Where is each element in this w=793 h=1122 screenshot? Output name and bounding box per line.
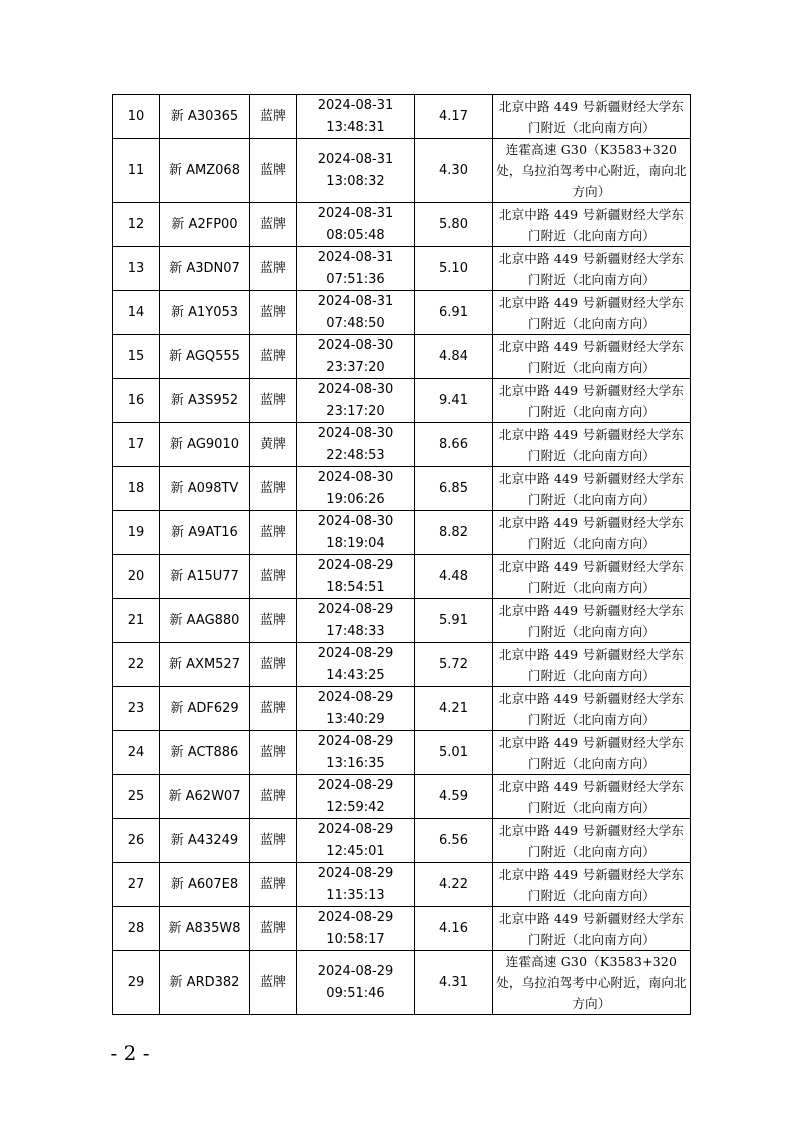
- date-text: 2024-08-29: [317, 602, 394, 617]
- plate-color-cell: 蓝牌: [250, 247, 297, 291]
- location-cell: 北京中路 449 号新疆财经大学东门附近（北向南方向）: [493, 203, 691, 247]
- datetime-cell: [297, 555, 415, 599]
- row-number-cell: 21: [113, 599, 160, 643]
- row-number-cell: 10: [113, 95, 160, 139]
- time-text: 09:51:46: [326, 985, 385, 1001]
- row-number-cell: 22: [113, 643, 160, 687]
- records-body: [113, 95, 691, 1015]
- table-row: [113, 731, 691, 775]
- datetime-cell: [297, 335, 415, 379]
- plate-color-cell: 蓝牌: [250, 951, 297, 1015]
- date-text: 2024-08-31: [317, 250, 394, 265]
- plate-number-cell: 新 A098TV: [160, 467, 250, 511]
- row-number-cell: 25: [113, 775, 160, 819]
- row-number-cell: 17: [113, 423, 160, 467]
- location-cell: 北京中路 449 号新疆财经大学东门附近（北向南方向）: [493, 819, 691, 863]
- plate-number-cell: 新 ACT886: [160, 731, 250, 775]
- time-text: 07:48:50: [326, 315, 385, 331]
- time-text: 23:17:20: [326, 403, 385, 419]
- date-text: 2024-08-31: [317, 294, 394, 309]
- plate-color-cell: 蓝牌: [250, 335, 297, 379]
- plate-color-cell: 蓝牌: [250, 291, 297, 335]
- date-text: 2024-08-30: [317, 426, 394, 441]
- table-row: [113, 863, 691, 907]
- plate-color-cell: 蓝牌: [250, 599, 297, 643]
- plate-color-cell: 蓝牌: [250, 863, 297, 907]
- plate-number-cell: 新 AXM527: [160, 643, 250, 687]
- date-text: 2024-08-29: [317, 822, 394, 837]
- time-text: 22:48:53: [326, 447, 385, 463]
- time-text: 18:54:51: [326, 579, 385, 595]
- datetime-cell: [297, 95, 415, 139]
- value-cell: 5.80: [415, 203, 493, 247]
- value-cell: 4.30: [415, 139, 493, 203]
- value-cell: 4.22: [415, 863, 493, 907]
- date-text: 2024-08-29: [317, 910, 394, 925]
- time-text: 13:48:31: [326, 119, 385, 135]
- datetime-cell: [297, 687, 415, 731]
- plate-number-cell: 新 A43249: [160, 819, 250, 863]
- plate-number-cell: 新 AG9010: [160, 423, 250, 467]
- datetime-cell: [297, 511, 415, 555]
- location-cell: 北京中路 449 号新疆财经大学东门附近（北向南方向）: [493, 423, 691, 467]
- plate-number-cell: 新 A835W8: [160, 907, 250, 951]
- datetime-cell: [297, 819, 415, 863]
- location-cell: 北京中路 449 号新疆财经大学东门附近（北向南方向）: [493, 467, 691, 511]
- time-text: 13:08:32: [326, 173, 385, 189]
- value-cell: 4.84: [415, 335, 493, 379]
- date-text: 2024-08-30: [317, 338, 394, 353]
- table-row: [113, 335, 691, 379]
- plate-color-cell: 蓝牌: [250, 467, 297, 511]
- value-cell: 4.59: [415, 775, 493, 819]
- datetime-cell: [297, 247, 415, 291]
- date-text: 2024-08-29: [317, 646, 394, 661]
- plate-color-cell: 黄牌: [250, 423, 297, 467]
- location-cell: 北京中路 449 号新疆财经大学东门附近（北向南方向）: [493, 599, 691, 643]
- table-row: [113, 247, 691, 291]
- plate-color-cell: 蓝牌: [250, 907, 297, 951]
- value-cell: 6.56: [415, 819, 493, 863]
- row-number-cell: 15: [113, 335, 160, 379]
- plate-number-cell: 新 A3S952: [160, 379, 250, 423]
- table-row: [113, 643, 691, 687]
- time-text: 08:05:48: [326, 227, 385, 243]
- plate-color-cell: 蓝牌: [250, 139, 297, 203]
- value-cell: 4.17: [415, 95, 493, 139]
- value-cell: 4.16: [415, 907, 493, 951]
- time-text: 23:37:20: [326, 359, 385, 375]
- table-row: [113, 467, 691, 511]
- plate-color-cell: 蓝牌: [250, 775, 297, 819]
- row-number-cell: 12: [113, 203, 160, 247]
- datetime-cell: [297, 139, 415, 203]
- plate-color-cell: 蓝牌: [250, 687, 297, 731]
- date-text: 2024-08-29: [317, 778, 394, 793]
- value-cell: 6.85: [415, 467, 493, 511]
- location-cell: 北京中路 449 号新疆财经大学东门附近（北向南方向）: [493, 907, 691, 951]
- datetime-cell: [297, 467, 415, 511]
- plate-color-cell: 蓝牌: [250, 555, 297, 599]
- value-cell: 5.01: [415, 731, 493, 775]
- datetime-cell: [297, 423, 415, 467]
- time-text: 14:43:25: [326, 667, 385, 683]
- row-number-cell: 20: [113, 555, 160, 599]
- plate-color-cell: 蓝牌: [250, 203, 297, 247]
- date-text: 2024-08-29: [317, 866, 394, 881]
- location-cell: 北京中路 449 号新疆财经大学东门附近（北向南方向）: [493, 511, 691, 555]
- datetime-cell: [297, 599, 415, 643]
- plate-number-cell: 新 A30365: [160, 95, 250, 139]
- plate-number-cell: 新 A3DN07: [160, 247, 250, 291]
- date-text: 2024-08-29: [317, 690, 394, 705]
- table-row: [113, 423, 691, 467]
- page-number: - 2 -: [110, 1041, 150, 1065]
- location-cell: 北京中路 449 号新疆财经大学东门附近（北向南方向）: [493, 555, 691, 599]
- row-number-cell: 28: [113, 907, 160, 951]
- table-row: [113, 291, 691, 335]
- datetime-cell: [297, 951, 415, 1015]
- plate-number-cell: 新 A2FP00: [160, 203, 250, 247]
- datetime-cell: [297, 775, 415, 819]
- datetime-cell: [297, 379, 415, 423]
- datetime-cell: [297, 291, 415, 335]
- table-row: [113, 599, 691, 643]
- value-cell: 8.66: [415, 423, 493, 467]
- location-cell: 北京中路 449 号新疆财经大学东门附近（北向南方向）: [493, 335, 691, 379]
- date-text: 2024-08-29: [317, 558, 394, 573]
- table-row: [113, 379, 691, 423]
- row-number-cell: 14: [113, 291, 160, 335]
- row-number-cell: 26: [113, 819, 160, 863]
- time-text: 12:59:42: [326, 799, 385, 815]
- location-cell: 北京中路 449 号新疆财经大学东门附近（北向南方向）: [493, 247, 691, 291]
- plate-number-cell: 新 AAG880: [160, 599, 250, 643]
- value-cell: 5.91: [415, 599, 493, 643]
- date-text: 2024-08-30: [317, 470, 394, 485]
- table-row: [113, 203, 691, 247]
- location-cell: 北京中路 449 号新疆财经大学东门附近（北向南方向）: [493, 95, 691, 139]
- datetime-cell: [297, 731, 415, 775]
- row-number-cell: 27: [113, 863, 160, 907]
- datetime-cell: [297, 863, 415, 907]
- row-number-cell: 11: [113, 139, 160, 203]
- plate-number-cell: 新 ADF629: [160, 687, 250, 731]
- time-text: 07:51:36: [326, 271, 385, 287]
- date-text: 2024-08-31: [317, 98, 394, 113]
- table-row: [113, 819, 691, 863]
- table-row: [113, 951, 691, 1015]
- date-text: 2024-08-31: [317, 206, 394, 221]
- plate-color-cell: 蓝牌: [250, 731, 297, 775]
- location-cell: 北京中路 449 号新疆财经大学东门附近（北向南方向）: [493, 863, 691, 907]
- date-text: 2024-08-29: [317, 964, 394, 979]
- table-row: [113, 555, 691, 599]
- location-cell: 北京中路 449 号新疆财经大学东门附近（北向南方向）: [493, 379, 691, 423]
- value-cell: 4.48: [415, 555, 493, 599]
- value-cell: 9.41: [415, 379, 493, 423]
- location-cell: 北京中路 449 号新疆财经大学东门附近（北向南方向）: [493, 731, 691, 775]
- value-cell: 6.91: [415, 291, 493, 335]
- plate-color-cell: 蓝牌: [250, 819, 297, 863]
- records-table: [112, 94, 691, 1015]
- plate-number-cell: 新 A1Y053: [160, 291, 250, 335]
- date-text: 2024-08-30: [317, 382, 394, 397]
- plate-number-cell: 新 AGQ555: [160, 335, 250, 379]
- row-number-cell: 13: [113, 247, 160, 291]
- plate-number-cell: 新 A62W07: [160, 775, 250, 819]
- row-number-cell: 24: [113, 731, 160, 775]
- plate-color-cell: 蓝牌: [250, 511, 297, 555]
- date-text: 2024-08-31: [317, 152, 394, 167]
- location-cell: 连霍高速 G30（K3583+320 处，乌拉泊驾考中心附近，南向北方向）: [493, 951, 691, 1015]
- table-row: [113, 511, 691, 555]
- location-cell: 连霍高速 G30（K3583+320 处，乌拉泊驾考中心附近，南向北方向）: [493, 139, 691, 203]
- time-text: 17:48:33: [326, 623, 385, 639]
- date-text: 2024-08-30: [317, 514, 394, 529]
- date-text: 2024-08-29: [317, 734, 394, 749]
- plate-color-cell: 蓝牌: [250, 379, 297, 423]
- table-row: [113, 775, 691, 819]
- location-cell: 北京中路 449 号新疆财经大学东门附近（北向南方向）: [493, 643, 691, 687]
- location-cell: 北京中路 449 号新疆财经大学东门附近（北向南方向）: [493, 775, 691, 819]
- row-number-cell: 18: [113, 467, 160, 511]
- plate-number-cell: 新 A9AT16: [160, 511, 250, 555]
- value-cell: 5.10: [415, 247, 493, 291]
- row-number-cell: 16: [113, 379, 160, 423]
- row-number-cell: 29: [113, 951, 160, 1015]
- time-text: 19:06:26: [326, 491, 385, 507]
- plate-color-cell: 蓝牌: [250, 643, 297, 687]
- plate-number-cell: 新 A607E8: [160, 863, 250, 907]
- location-cell: 北京中路 449 号新疆财经大学东门附近（北向南方向）: [493, 687, 691, 731]
- time-text: 12:45:01: [326, 843, 385, 859]
- datetime-cell: [297, 643, 415, 687]
- value-cell: 8.82: [415, 511, 493, 555]
- value-cell: 4.21: [415, 687, 493, 731]
- plate-number-cell: 新 AMZ068: [160, 139, 250, 203]
- time-text: 13:16:35: [326, 755, 385, 771]
- location-cell: 北京中路 449 号新疆财经大学东门附近（北向南方向）: [493, 291, 691, 335]
- plate-number-cell: 新 ARD382: [160, 951, 250, 1015]
- plate-color-cell: 蓝牌: [250, 95, 297, 139]
- table-row: [113, 687, 691, 731]
- time-text: 13:40:29: [326, 711, 385, 727]
- value-cell: 4.31: [415, 951, 493, 1015]
- table-row: [113, 907, 691, 951]
- time-text: 18:19:04: [326, 535, 385, 551]
- table-row: [113, 95, 691, 139]
- datetime-cell: [297, 203, 415, 247]
- row-number-cell: 19: [113, 511, 160, 555]
- time-text: 11:35:13: [326, 887, 385, 903]
- table-row: [113, 139, 691, 203]
- value-cell: 5.72: [415, 643, 493, 687]
- row-number-cell: 23: [113, 687, 160, 731]
- time-text: 10:58:17: [326, 931, 385, 947]
- plate-number-cell: 新 A15U77: [160, 555, 250, 599]
- datetime-cell: [297, 907, 415, 951]
